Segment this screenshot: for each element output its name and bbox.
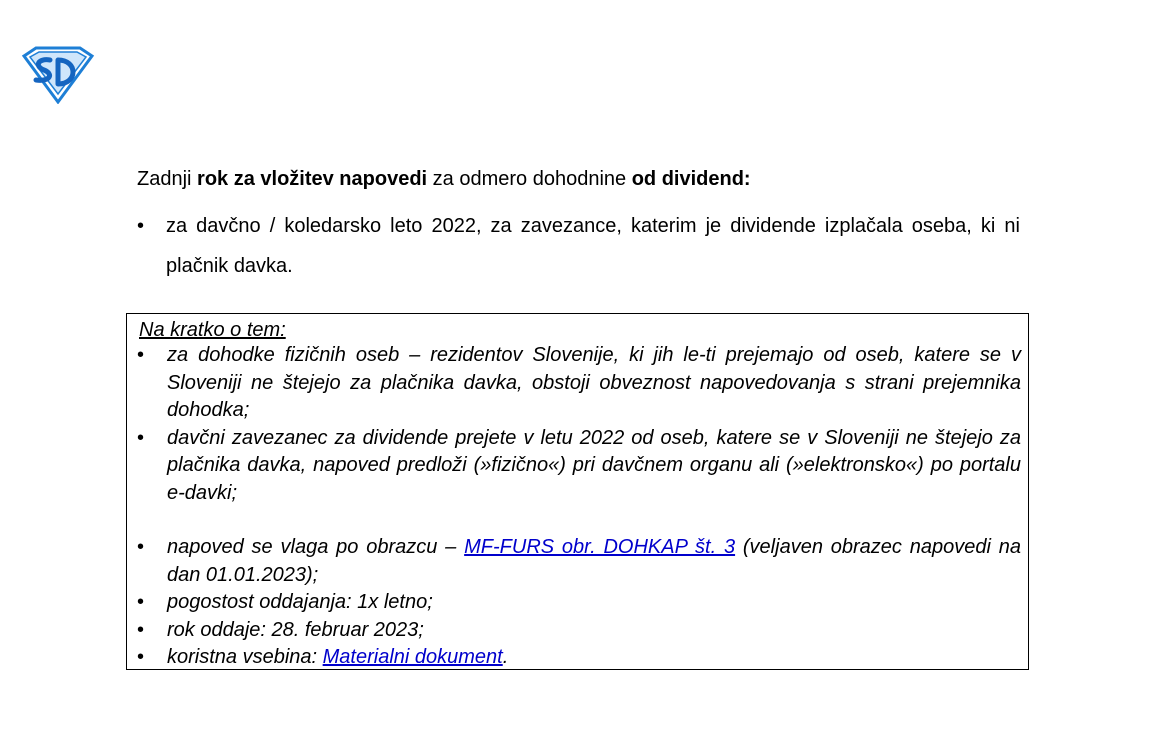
heading-text-1: Zadnji [137, 168, 198, 190]
list-item-text: koristna vsebina: [167, 646, 323, 668]
list-item-text: rok oddaje: 28. februar 2023; [167, 618, 424, 641]
bullet-icon: • [137, 646, 145, 668]
main-bullet-text: za davčno / koledarsko leto 2022, za zavezance, katerim je dividende izplačala oseba, ki ni plačnik davka. [166, 215, 1020, 277]
list-item [137, 644, 1021, 672]
summary-box-title: Na kratko o tem: [139, 319, 286, 341]
bullet-icon: • [137, 591, 145, 613]
bullet-icon: • [137, 536, 145, 558]
deadline-heading [137, 166, 1027, 192]
sd-logo-icon [20, 46, 96, 104]
bullet-icon: • [137, 426, 145, 449]
list-item-text: pogostost oddajanja: 1x letno; [167, 591, 433, 613]
list-item-text: davčni zavezanec za dividende prejete v letu 2022 od oseb, katere se v Sloveniji ne štejejo za plačnika davka, napoved predloži (»fizično«) pri davčnem organu ali (»elektronsko«) po portalu e-davki; [167, 426, 1021, 504]
main-bullet-item [137, 206, 1020, 286]
dohkap-form-link[interactable]: MF-FURS obr. DOHKAP št. 3 [464, 536, 736, 558]
list-item-text: za dohodke fizičnih oseb – rezidentov Slovenije, ki jih le-ti prejemajo od oseb, katere se v Sloveniji ne štejejo za plačnika davka, obstoji obveznost napovedovanja s strani prejemnika dohodka; [167, 344, 1021, 421]
list-item [137, 534, 1021, 589]
heading-text-2: za odmero dohodnine [427, 168, 632, 190]
list-item-text: (veljaven obrazec napovedi na dan 01.01.2023); [167, 536, 1021, 586]
bullet-icon: • [137, 618, 145, 641]
blank-line [137, 507, 1021, 534]
heading-bold-2: od dividend: [631, 168, 751, 190]
summary-list [137, 342, 1021, 672]
list-item-text: napoved se vlaga po obrazcu – [167, 536, 465, 558]
heading-bold-1: rok za vložitev napovedi [197, 168, 428, 190]
list-item [137, 425, 1021, 508]
list-item-text: . [502, 646, 509, 668]
list-item [137, 589, 1021, 617]
bullet-icon: • [137, 344, 145, 366]
summary-box [126, 313, 1029, 670]
material-document-link[interactable]: Materialni dokument [322, 646, 503, 668]
bullet-icon: • [137, 215, 145, 237]
list-item [137, 342, 1021, 425]
list-item [137, 617, 1021, 645]
